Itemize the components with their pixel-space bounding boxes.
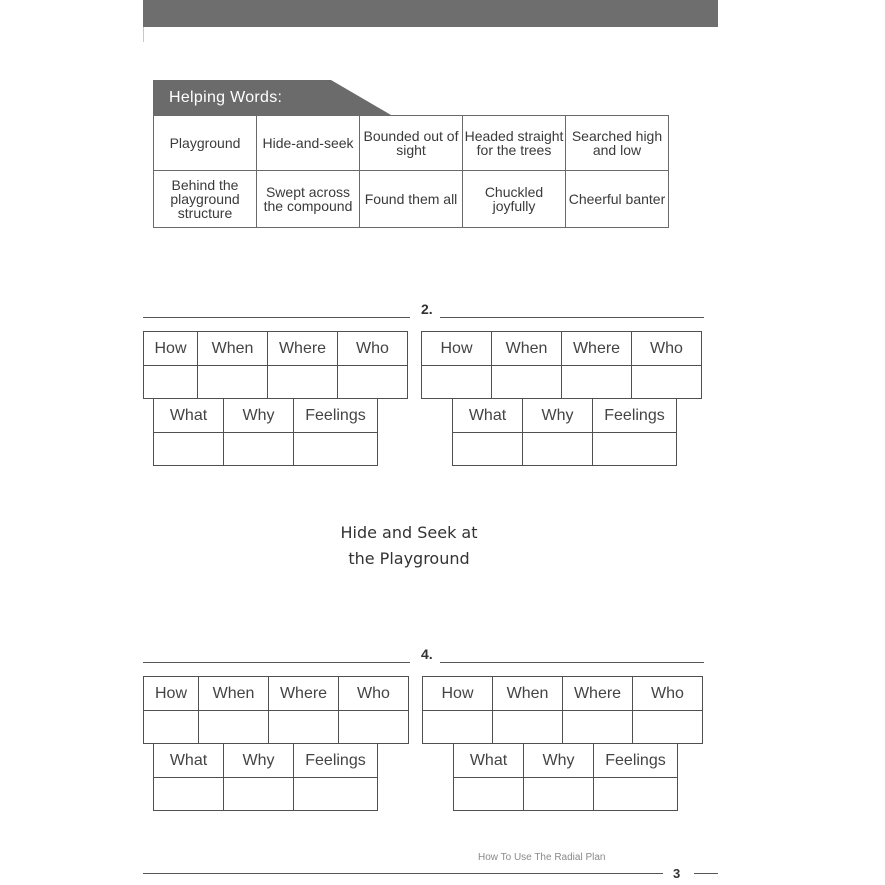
grid-header-how: How <box>144 332 198 366</box>
answer-box[interactable] <box>144 366 198 399</box>
answer-box[interactable] <box>294 433 378 466</box>
helping-word: Swept across the compound <box>257 171 360 228</box>
grid-header-feelings: Feelings <box>593 399 677 433</box>
answer-box[interactable] <box>199 711 269 744</box>
answer-box[interactable] <box>493 711 563 744</box>
table-row <box>154 171 669 228</box>
answer-box[interactable] <box>339 711 409 744</box>
writing-line[interactable] <box>440 317 704 318</box>
answer-box[interactable] <box>198 366 268 399</box>
grid-header-how: How <box>422 332 492 366</box>
grid-header-feelings: Feelings <box>294 744 378 778</box>
grid-header-why: Why <box>524 744 594 778</box>
grid-header-where: Where <box>563 677 633 711</box>
answer-box[interactable] <box>294 778 378 811</box>
answer-box[interactable] <box>523 433 593 466</box>
grid-header-what: What <box>453 399 523 433</box>
answer-box[interactable] <box>154 778 224 811</box>
question-grid-2-bottom <box>452 398 677 466</box>
writing-line[interactable] <box>440 662 704 663</box>
question-grid-3-top <box>143 676 409 744</box>
story-title-line-2: the Playground <box>348 549 470 568</box>
answer-box[interactable] <box>632 366 702 399</box>
grid-header-why: Why <box>523 399 593 433</box>
answer-box[interactable] <box>154 433 224 466</box>
helping-word: Playground <box>154 116 257 171</box>
question-grid-2-top <box>421 331 702 399</box>
answer-box[interactable] <box>268 366 338 399</box>
section-number: 4. <box>421 646 433 662</box>
grid-header-who: Who <box>338 332 408 366</box>
answer-box[interactable] <box>423 711 493 744</box>
grid-header-feelings: Feelings <box>594 744 678 778</box>
grid-header-why: Why <box>224 744 294 778</box>
answer-box[interactable] <box>422 366 492 399</box>
grid-header-what: What <box>154 744 224 778</box>
footer-rule-right <box>694 873 718 874</box>
grid-header-who: Who <box>633 677 703 711</box>
answer-box[interactable] <box>492 366 562 399</box>
grid-header-how: How <box>144 677 199 711</box>
grid-header-why: Why <box>224 399 294 433</box>
answer-box[interactable] <box>453 433 523 466</box>
helping-word: Hide-and-seek <box>257 116 360 171</box>
footer-rule <box>143 873 663 874</box>
section-number: 2. <box>421 301 433 317</box>
header-bar <box>143 0 718 27</box>
helping-words-table <box>153 115 669 228</box>
story-title <box>300 520 518 572</box>
grid-header-how: How <box>423 677 493 711</box>
helping-word: Cheerful banter <box>566 171 669 228</box>
helping-word: Bounded out of sight <box>360 116 463 171</box>
answer-box[interactable] <box>593 433 677 466</box>
answer-box[interactable] <box>563 711 633 744</box>
question-grid-3-bottom <box>153 743 378 811</box>
answer-box[interactable] <box>633 711 703 744</box>
helping-word: Behind the playground structure <box>154 171 257 228</box>
answer-box[interactable] <box>269 711 339 744</box>
helping-words-tab <box>153 80 391 115</box>
helping-word: Chuckled joyfully <box>463 171 566 228</box>
grid-header-when: When <box>198 332 268 366</box>
answer-box[interactable] <box>524 778 594 811</box>
helping-word: Found them all <box>360 171 463 228</box>
answer-box[interactable] <box>144 711 199 744</box>
footer-text: How To Use The Radial Plan <box>478 852 606 863</box>
grid-header-who: Who <box>632 332 702 366</box>
grid-header-when: When <box>492 332 562 366</box>
grid-header-where: Where <box>268 332 338 366</box>
answer-box[interactable] <box>594 778 678 811</box>
grid-header-where: Where <box>269 677 339 711</box>
helping-word: Searched high and low <box>566 116 669 171</box>
question-grid-1-bottom <box>153 398 378 466</box>
grid-header-what: What <box>454 744 524 778</box>
answer-box[interactable] <box>454 778 524 811</box>
helping-word: Headed straight for the trees <box>463 116 566 171</box>
answer-box[interactable] <box>224 433 294 466</box>
story-title-line-1: Hide and Seek at <box>340 523 478 542</box>
helping-words-title: Helping Words: <box>169 89 283 106</box>
grid-header-where: Where <box>562 332 632 366</box>
answer-box[interactable] <box>562 366 632 399</box>
answer-box[interactable] <box>338 366 408 399</box>
page-edge <box>143 27 144 42</box>
grid-header-who: Who <box>339 677 409 711</box>
table-row <box>154 116 669 171</box>
grid-header-feelings: Feelings <box>294 399 378 433</box>
grid-header-when: When <box>493 677 563 711</box>
answer-box[interactable] <box>224 778 294 811</box>
writing-line[interactable] <box>143 662 410 663</box>
question-grid-4-bottom <box>453 743 678 811</box>
page-number: 3 <box>673 866 681 881</box>
grid-header-when: When <box>199 677 269 711</box>
grid-header-what: What <box>154 399 224 433</box>
writing-line[interactable] <box>143 317 410 318</box>
question-grid-1-top <box>143 331 408 399</box>
question-grid-4-top <box>422 676 703 744</box>
